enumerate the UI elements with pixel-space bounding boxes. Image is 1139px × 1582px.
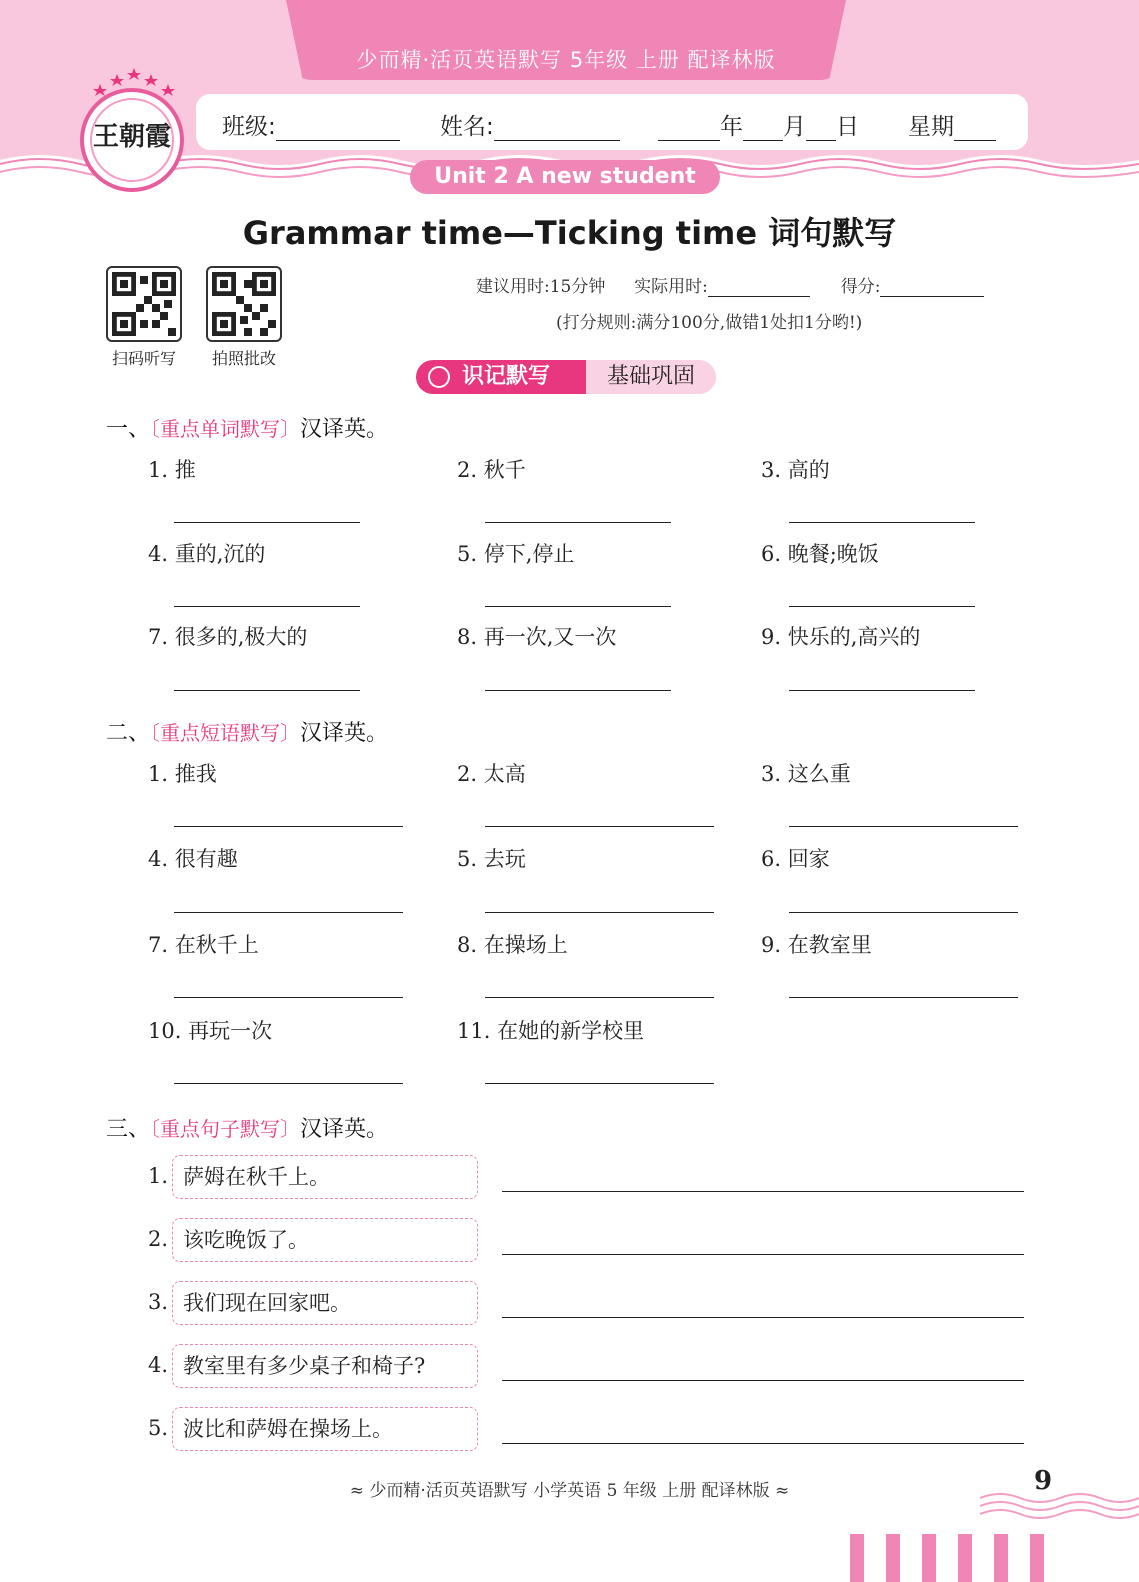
answer-line[interactable] (502, 1254, 1024, 1255)
section-2-heading: 二、〔重点短语默写〕汉译英。 (106, 721, 389, 746)
sentence-prompt: 我们现在回家吧。 (172, 1281, 478, 1325)
month-blank[interactable] (743, 140, 783, 141)
footer-wave-decoration (980, 1490, 1139, 1530)
answer-line[interactable] (502, 1380, 1024, 1381)
sentence-number: 1. (148, 1164, 169, 1188)
answer-line[interactable] (485, 826, 714, 827)
day-blank[interactable] (806, 140, 836, 141)
answer-line[interactable] (174, 606, 360, 607)
answer-line[interactable] (485, 606, 671, 607)
footer-bar-decoration (886, 1534, 900, 1582)
answer-line[interactable] (174, 997, 403, 998)
word-item: 8. 再一次,又一次 (457, 625, 617, 649)
word-item: 6. 晚餐;晚饭 (761, 542, 879, 566)
unit-title: Unit 2 A new student (410, 160, 720, 194)
footer-bar-decoration (958, 1534, 972, 1582)
phrase-item: 11. 在她的新学校里 (457, 1019, 645, 1043)
page-title: Grammar time—Ticking time 词句默写 (242, 214, 897, 252)
score-label: 得分: (840, 277, 881, 297)
phrase-item: 4. 很有趣 (148, 847, 238, 871)
timing-row (476, 272, 984, 297)
class-blank[interactable] (276, 140, 400, 141)
word-item: 3. 高的 (761, 458, 830, 482)
phrase-item: 3. 这么重 (761, 762, 851, 786)
answer-line[interactable] (789, 997, 1018, 998)
brand-logo: 王朝霞 (80, 88, 184, 192)
phrase-item: 1. 推我 (148, 762, 217, 786)
sentence-prompt: 波比和萨姆在操场上。 (172, 1407, 478, 1451)
sentence-number: 3. (148, 1290, 169, 1314)
word-item: 5. 停下,停止 (457, 542, 575, 566)
phrase-item: 7. 在秋千上 (148, 933, 259, 957)
phrase-item: 6. 回家 (761, 847, 830, 871)
answer-line[interactable] (789, 606, 975, 607)
weekday-field[interactable] (908, 108, 996, 141)
word-item: 1. 推 (148, 458, 196, 482)
word-item: 4. 重的,沉的 (148, 542, 266, 566)
photo-qr-caption: 拍照批改 (211, 349, 276, 368)
answer-line[interactable] (174, 1083, 403, 1084)
answer-line[interactable] (485, 997, 714, 998)
section-1-heading: 一、〔重点单词默写〕汉译英。 (106, 417, 389, 442)
answer-line[interactable] (789, 826, 1018, 827)
date-field[interactable] (658, 108, 859, 141)
day-label: 日 (836, 114, 859, 140)
badge-right-label: 基础巩固 (586, 360, 716, 394)
footer-text: ≈ 少而精·活页英语默写 小学英语 5 年级 上册 配译林版 ≈ (349, 1481, 790, 1501)
answer-line[interactable] (485, 690, 671, 691)
actual-time-label: 实际用时: (634, 277, 708, 297)
sentence-number: 2. (148, 1227, 169, 1251)
medal-icon (428, 366, 450, 388)
weekday-blank[interactable] (954, 140, 996, 141)
section-1-tag: 〔重点单词默写〕 (150, 417, 301, 441)
class-label: 班级: (222, 114, 276, 140)
year-label: 年 (720, 114, 743, 140)
answer-line[interactable] (485, 1083, 714, 1084)
sentence-prompt: 萨姆在秋千上。 (172, 1155, 478, 1199)
weekday-label: 星期 (908, 114, 954, 140)
answer-line[interactable] (174, 826, 403, 827)
scoring-rule: (打分规则:满分100分,做错1处扣1分哟!) (556, 313, 863, 333)
answer-line[interactable] (789, 522, 975, 523)
answer-line[interactable] (485, 912, 714, 913)
footer-bar-decoration (922, 1534, 936, 1582)
answer-line[interactable] (485, 522, 671, 523)
sentence-number: 5. (148, 1416, 169, 1440)
name-field[interactable] (440, 108, 620, 141)
month-label: 月 (783, 114, 806, 140)
phrase-item: 5. 去玩 (457, 847, 526, 871)
name-blank[interactable] (494, 140, 620, 141)
suggested-time: 建议用时:15分钟 (476, 277, 606, 297)
badge-left-label: 识记默写 (462, 364, 551, 389)
answer-line[interactable] (502, 1191, 1024, 1192)
phrase-item: 10. 再玩一次 (148, 1019, 273, 1043)
sentence-number: 4. (148, 1353, 169, 1377)
phrase-item: 9. 在教室里 (761, 933, 872, 957)
name-label: 姓名: (440, 114, 494, 140)
phrase-item: 2. 太高 (457, 762, 526, 786)
answer-line[interactable] (174, 912, 403, 913)
page-number: 9 (1034, 1466, 1053, 1496)
listen-qr-code[interactable] (106, 266, 182, 342)
footer-bar-decoration (994, 1534, 1008, 1582)
series-title: 少而精·活页英语默写 5年级 上册 配译林版 (356, 48, 776, 72)
footer-bar-decoration (850, 1534, 864, 1582)
section-badge (416, 360, 586, 394)
year-blank[interactable] (658, 140, 720, 141)
score-blank[interactable] (880, 296, 984, 297)
answer-line[interactable] (502, 1443, 1024, 1444)
phrase-item: 8. 在操场上 (457, 933, 568, 957)
listen-qr-caption: 扫码听写 (111, 349, 176, 368)
section-3-tag: 〔重点句子默写〕 (150, 1117, 301, 1141)
qr-icon (212, 272, 276, 336)
qr-icon (112, 272, 176, 336)
answer-line[interactable] (174, 690, 360, 691)
footer-bar-decoration (1030, 1534, 1044, 1582)
word-item: 7. 很多的,极大的 (148, 625, 308, 649)
answer-line[interactable] (789, 912, 1018, 913)
actual-time-blank[interactable] (708, 296, 810, 297)
answer-line[interactable] (502, 1317, 1024, 1318)
photo-qr-code[interactable] (206, 266, 282, 342)
word-item: 2. 秋千 (457, 458, 526, 482)
answer-line[interactable] (174, 522, 360, 523)
sentence-prompt: 该吃晚饭了。 (172, 1218, 478, 1262)
section-3-heading: 三、〔重点句子默写〕汉译英。 (106, 1117, 389, 1142)
sentence-prompt: 教室里有多少桌子和椅子? (172, 1344, 478, 1388)
section-2-tag: 〔重点短语默写〕 (150, 721, 301, 745)
class-field[interactable] (222, 108, 400, 141)
word-item: 9. 快乐的,高兴的 (761, 625, 921, 649)
answer-line[interactable] (789, 690, 975, 691)
